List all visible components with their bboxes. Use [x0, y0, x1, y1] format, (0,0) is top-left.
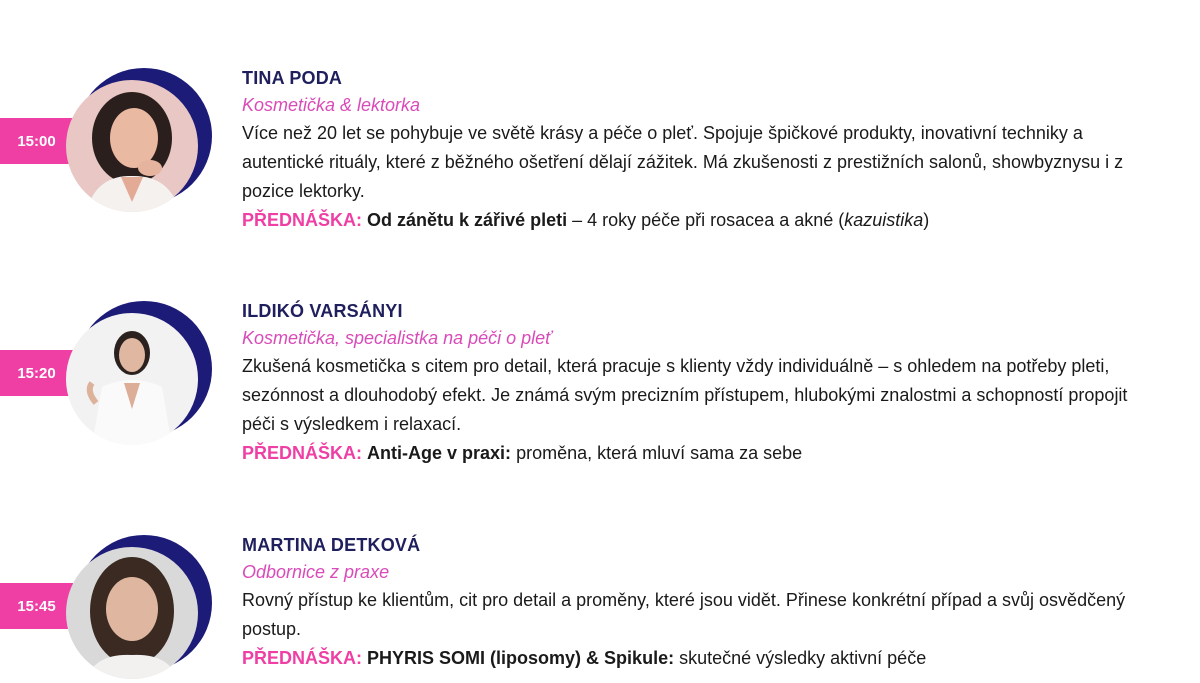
speaker-name: MARTINA DETKOVÁ: [242, 535, 421, 555]
talk-label: PŘEDNÁŠKA:: [242, 648, 363, 668]
speaker-photo: [66, 535, 212, 683]
talk-subtitle-end: ): [923, 210, 930, 230]
talk-title: Od zánětu k zářivé pleti: [367, 210, 568, 230]
speaker-description: Rovný přístup ke klientům, cit pro detail a proměny, které jsou vidět. Přinese konkrétní případ a svůj osvědčený postup.: [242, 590, 1126, 639]
talk-subtitle: skutečné výsledky aktivní péče: [674, 648, 927, 668]
speaker-photo: [66, 301, 212, 449]
avatar: [66, 547, 198, 679]
talk-label: PŘEDNÁŠKA:: [242, 443, 363, 463]
time-badge: 15:45: [0, 583, 73, 629]
time-badge: 15:00: [0, 118, 73, 164]
talk-label: PŘEDNÁŠKA:: [242, 210, 363, 230]
speaker-name: ILDIKÓ VARSÁNYI: [242, 301, 403, 321]
talk-title: PHYRIS SOMI (liposomy) & Spikule:: [367, 648, 675, 668]
time-badge: 15:20: [0, 350, 73, 396]
speaker-name: TINA PODA: [242, 68, 343, 88]
talk-line: [242, 206, 1142, 235]
speaker-photo: [66, 68, 212, 216]
speaker-description: Více než 20 let se pohybuje ve světě krásy a péče o pleť. Spojuje špičkové produkty, inovativní techniky a autentické rituály, které z běžného ošetření dělají zážitek. Má zkušenosti z prestižních salonů, showbyznysu i z pozice lektorky.: [242, 123, 1124, 201]
avatar: [66, 80, 198, 212]
talk-subtitle: proměna, která mluví sama za sebe: [511, 443, 803, 463]
speaker-info: [242, 66, 1142, 235]
speaker-role: Kosmetička, specialistka na péči o pleť: [242, 328, 552, 348]
talk-subtitle: – 4 roky péče při rosacea a akné (: [567, 210, 845, 230]
speaker-info: [242, 533, 1142, 673]
speaker-description: Zkušená kosmetička s citem pro detail, která pracuje s klienty vždy individuálně – s ohledem na potřeby pleti, sezónnost a dlouhodobý efekt. Je známá svým precizním přístupem, hlubokými znalostmi a schopností propojit péči s výsledkem i relaxací.: [242, 356, 1128, 434]
speaker-info: [242, 299, 1142, 468]
talk-line: [242, 439, 1142, 468]
speaker-role: Kosmetička & lektorka: [242, 95, 421, 115]
speaker-role: Odbornice z praxe: [242, 562, 390, 582]
avatar: [66, 313, 198, 445]
talk-title: Anti-Age v praxi:: [367, 443, 512, 463]
talk-note: kazuistika: [844, 210, 924, 230]
talk-line: [242, 644, 1142, 673]
